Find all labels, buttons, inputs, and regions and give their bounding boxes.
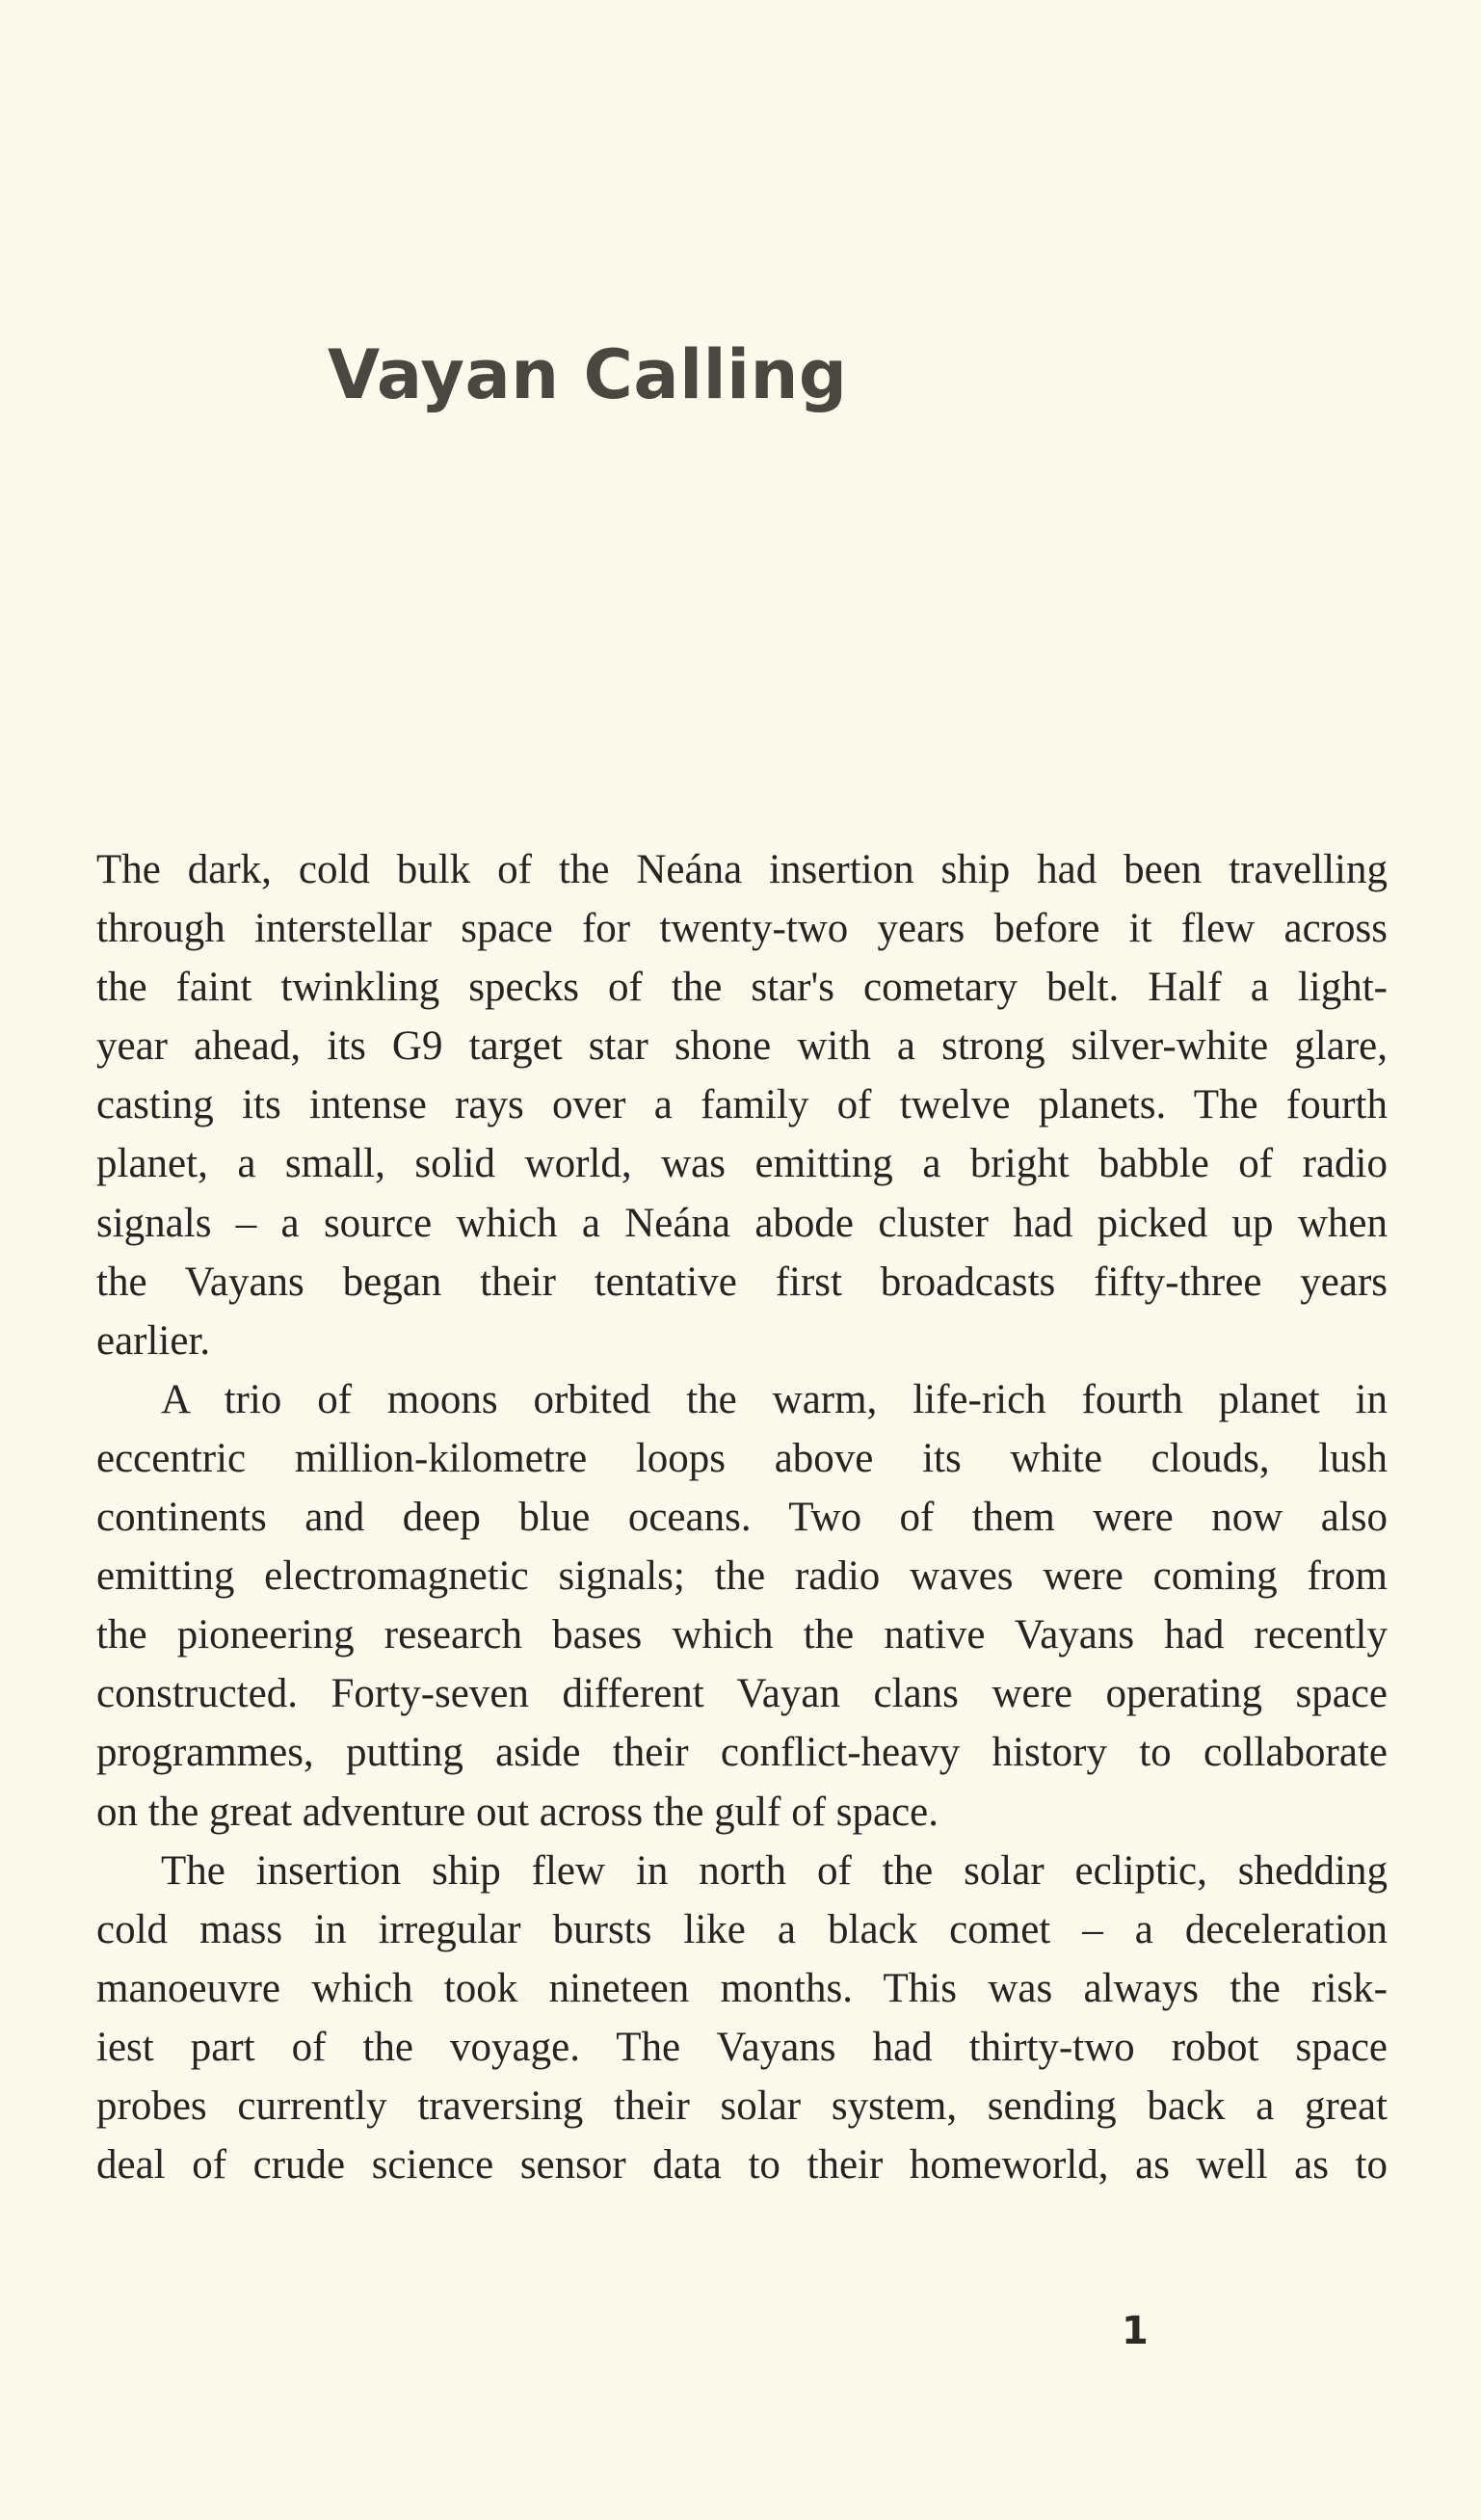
text-line: deal of crude science sensor data to their homeworld, as well as to: [96, 2142, 1388, 2188]
text-line: the pioneering research bases which the native Vayans had recently: [96, 1612, 1388, 1658]
text-line: probes currently traversing their solar system, sending back a great: [96, 2082, 1388, 2129]
text-line: iest part of the voyage. The Vayans had thirty-two robot space: [96, 2024, 1388, 2070]
text-line: A trio of moons orbited the warm, life-rich fourth planet in: [161, 1376, 1388, 1422]
text-line: the faint twinkling specks of the star's cometary belt. Half a light-: [96, 965, 1388, 1011]
text-line: programmes, putting aside their conflict-heavy history to collaborate: [96, 1730, 1388, 1776]
text-line: earlier.: [96, 1317, 211, 1364]
text-line: emitting electromagnetic signals; the radio waves were coming from: [96, 1553, 1388, 1600]
text-line: manoeuvre which took nineteen months. This was always the risk-: [96, 1965, 1388, 2011]
page-number: 1: [1122, 2309, 1149, 2353]
chapter-title: Vayan Calling: [328, 335, 848, 414]
text-line: through interstellar space for twenty-two years before it flew across: [96, 906, 1388, 952]
text-line: eccentric million-kilometre loops above its white clouds, lush: [96, 1435, 1388, 1481]
text-line: planet, a small, solid world, was emitting a bright babble of radio: [96, 1141, 1388, 1187]
text-line: the Vayans began their tentative first broadcasts fifty-three years: [96, 1259, 1388, 1305]
paragraph-2: [96, 1370, 1388, 1842]
text-line: The insertion ship flew in north of the solar ecliptic, shedding: [161, 1847, 1388, 1894]
text-line: on the great adventure out across the gulf of space.: [96, 1789, 939, 1835]
text-line: constructed. Forty-seven different Vayan clans were operating space: [96, 1671, 1388, 1717]
body-text: [96, 840, 1388, 2194]
text-line: The dark, cold bulk of the Neána insertion ship had been travelling: [96, 847, 1388, 892]
text-line: signals – a source which a Neána abode cluster had picked up when: [96, 1200, 1388, 1246]
paragraph-1: [96, 840, 1388, 1370]
paragraph-3: [96, 1842, 1388, 2195]
text-line: cold mass in irregular bursts like a black comet – a deceleration: [96, 1906, 1388, 1952]
text-line: casting its intense rays over a family of twelve planets. The fourth: [96, 1082, 1388, 1128]
text-line: year ahead, its G9 target star shone with a strong silver-white glare,: [96, 1023, 1388, 1070]
text-line: continents and deep blue oceans. Two of them were now also: [96, 1495, 1388, 1541]
